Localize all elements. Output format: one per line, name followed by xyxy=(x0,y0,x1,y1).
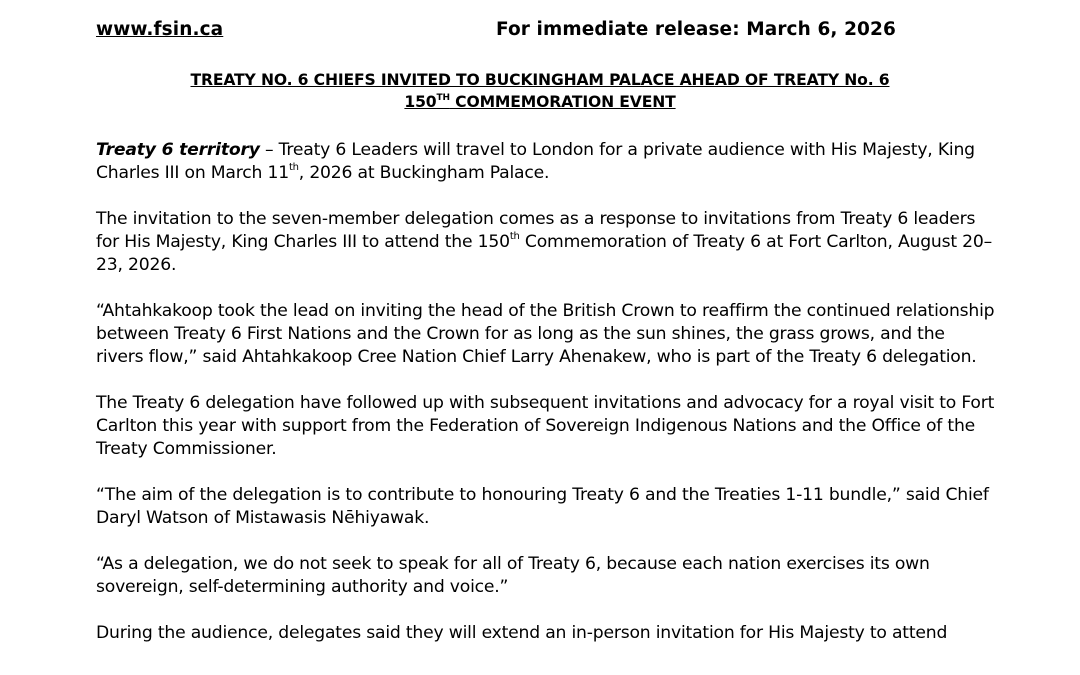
paragraph-3: “Ahtahkakoop took the lead on inviting the head of the British Crown to reaffirm the continued relationship between Treaty 6 First Nations and the Crown for as long as the sun shines, the grass grows, and the rivers flow,” said Ahtahkakoop Cree Nation Chief Larry Ahenakew, who is part of the Treaty 6 delegation. xyxy=(96,301,995,367)
release-date: For immediate release: March 6, 2026 xyxy=(496,19,896,40)
paragraph-1 xyxy=(96,139,996,185)
paragraph-1-text-b: , 2026 at Buckingham Palace. xyxy=(298,163,550,183)
paragraph-6: “As a delegation, we do not seek to speak for all of Treaty 6, because each nation exercises its own sovereign, self-determining authority and voice.” xyxy=(96,554,930,597)
paragraph-4: The Treaty 6 delegation have followed up with subsequent invitations and advocacy for a royal visit to Fort Carlton this year with support from the Federation of Sovereign Indigenous Nations and the Office of the Treaty Commissioner. xyxy=(96,393,995,459)
paragraph-2-sup: th xyxy=(509,231,520,243)
headline-number: 150 xyxy=(404,93,437,111)
paragraph-2 xyxy=(96,208,996,277)
paragraph-2-text-b: Commemoration of Treaty 6 at Fort Carlton, August 20–23, 2026. xyxy=(96,232,993,275)
website-link[interactable]: www.fsin.ca xyxy=(96,19,224,40)
dateline: Treaty 6 territory xyxy=(96,140,260,160)
paragraph-1-text-a: – Treaty 6 Leaders will travel to London for a private audience with His Majesty, King Charles III on March 11 xyxy=(96,140,975,183)
paragraph-2-text-a: The invitation to the seven-member delegation comes as a response to invitations from Treaty 6 leaders for His Majesty, King Charles III to attend the 150 xyxy=(96,209,976,252)
headline-superscript: TH xyxy=(436,92,450,103)
headline xyxy=(96,69,984,113)
headline-line-1: TREATY NO. 6 CHIEFS INVITED TO BUCKINGHAM PALACE AHEAD OF TREATY No. 6 xyxy=(190,71,890,89)
paragraph-5: “The aim of the delegation is to contribute to honouring Treaty 6 and the Treaties 1-11 bundle,” said Chief Daryl Watson of Mistawasis Nēhiyawak. xyxy=(96,485,989,528)
release-body xyxy=(96,139,996,668)
paragraph-7: During the audience, delegates said they will extend an in-person invitation for His Majesty to attend xyxy=(96,623,948,643)
paragraph-1-sup: th xyxy=(288,162,299,174)
headline-rest: COMMEMORATION EVENT xyxy=(449,93,676,111)
headline-line-2 xyxy=(404,93,675,111)
